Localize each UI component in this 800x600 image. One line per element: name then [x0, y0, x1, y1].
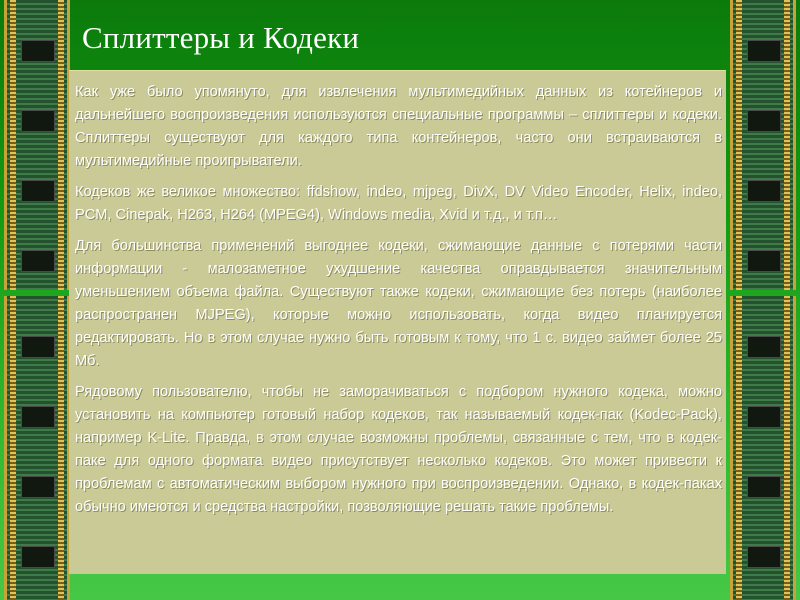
paragraph-lossy-lossless: Для большинства применений выгоднее кодеки, сжимающие данные с потерями части информации - малозаметное ухудшение качества оправдывается значительным уменьшением объема файла. Существуют также кодеки, сжимающие без потерь (наиболее распространен MJPEG), которые можно использовать, когда видео планируется редактировать. Но в этом случае нужно быть готовым к тому, что 1 с. видео займет более 25 Мб. — [75, 238, 722, 369]
slide-title: Сплиттеры и Кодеки — [82, 20, 360, 55]
paragraph-codec-pack: Рядовому пользователю, чтобы не заморачиваться с подбором нужного кодека, можно установить на компьютер готовый набор кодеков, так называемый кодек-пак (Kodec-Pack), например K-Lite. Правда, в этом случае возможны проблемы, связанные с тем, что в кодек-паке для одного формата видео присутствует несколько кодеков. Это может привести к проблемам с автоматическим выбором нужного при воспроизведении. Однако, в кодек-паках обычно имеются и средства настройки, позволяющие решать такие проблемы. — [75, 384, 722, 515]
paragraph-codec-list: Кодеков же великое множество: ffdshow, indeo, mjpeg, DivX, DV Video Encoder, Helix, indeo, PCM, Cinepak, H263, H264 (MPEG4), Windows media, Xvid и т.д., и т.п… — [75, 184, 722, 223]
ram-module-icon — [730, 296, 796, 600]
ram-module-icon — [730, 0, 796, 290]
ram-module-icon — [4, 0, 70, 290]
paragraph-splitters: Как уже было упомянуто, для извлечения мультимедийных данных из котейнеров и дальнейшего воспроизведения используются специальные программы – сплиттеры и кодеки. Сплиттеры существуют для каждого типа контейнеров, часто они встраиваются в мультимедийные проигрыватели. — [75, 84, 722, 169]
ram-module-icon — [4, 296, 70, 600]
content-box — [69, 70, 726, 574]
